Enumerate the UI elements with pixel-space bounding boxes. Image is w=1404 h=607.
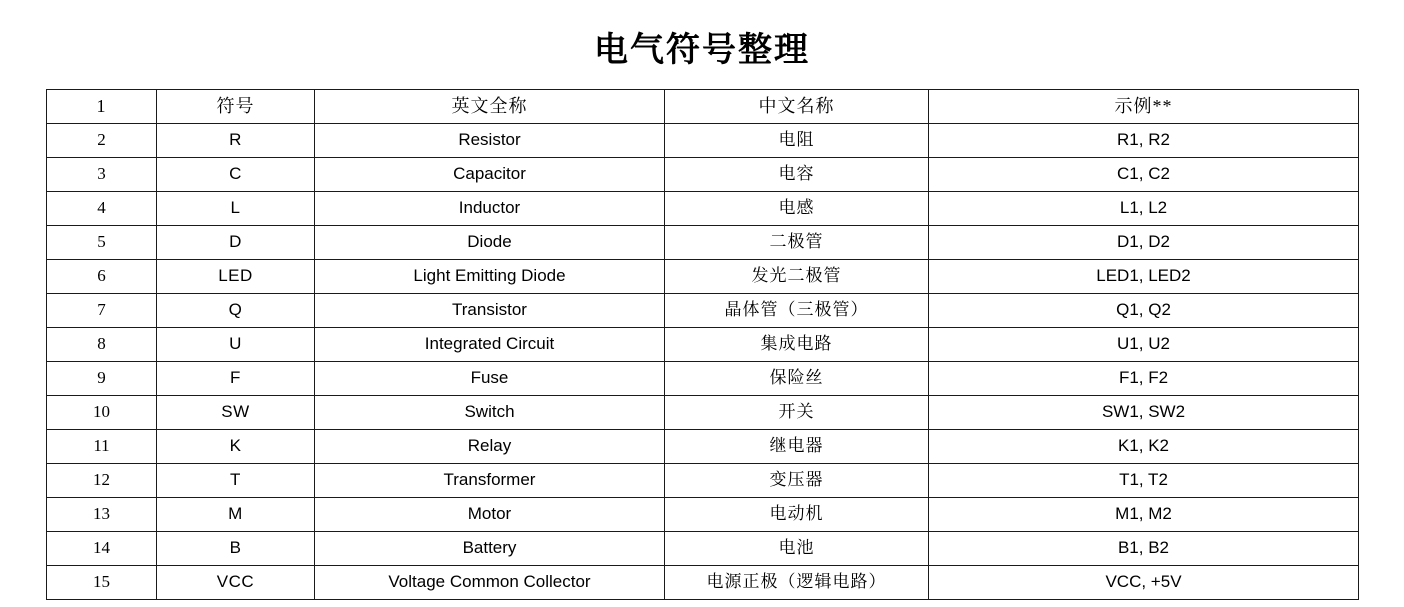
- cell-english: Transistor: [315, 294, 665, 328]
- column-header-symbol: 符号: [157, 90, 315, 124]
- column-header-index: 1: [47, 90, 157, 124]
- cell-symbol: K: [157, 430, 315, 464]
- cell-symbol: F: [157, 362, 315, 396]
- cell-index: 14: [47, 532, 157, 566]
- cell-example: Q1, Q2: [929, 294, 1359, 328]
- cell-example: C1, C2: [929, 158, 1359, 192]
- cell-symbol: D: [157, 226, 315, 260]
- cell-symbol: VCC: [157, 566, 315, 600]
- table-row: [47, 294, 1359, 328]
- cell-chinese: 发光二极管: [665, 260, 929, 294]
- cell-example: M1, M2: [929, 498, 1359, 532]
- cell-chinese: 晶体管（三极管）: [665, 294, 929, 328]
- cell-chinese: 开关: [665, 396, 929, 430]
- cell-index: 11: [47, 430, 157, 464]
- cell-english: Fuse: [315, 362, 665, 396]
- cell-example: K1, K2: [929, 430, 1359, 464]
- cell-index: 5: [47, 226, 157, 260]
- cell-english: Inductor: [315, 192, 665, 226]
- cell-chinese: 电阻: [665, 124, 929, 158]
- cell-symbol: U: [157, 328, 315, 362]
- page-title: 电气符号整理: [594, 32, 810, 69]
- cell-chinese: 变压器: [665, 464, 929, 498]
- table-row: [47, 226, 1359, 260]
- cell-chinese: 电池: [665, 532, 929, 566]
- table-row: [47, 396, 1359, 430]
- table-container: [0, 89, 1404, 600]
- cell-index: 10: [47, 396, 157, 430]
- column-header-chinese: 中文名称: [665, 90, 929, 124]
- cell-english: Diode: [315, 226, 665, 260]
- table-row: [47, 430, 1359, 464]
- cell-example: B1, B2: [929, 532, 1359, 566]
- cell-english: Motor: [315, 498, 665, 532]
- cell-index: 4: [47, 192, 157, 226]
- table-row: [47, 328, 1359, 362]
- cell-index: 7: [47, 294, 157, 328]
- table-row: [47, 192, 1359, 226]
- table-row: [47, 532, 1359, 566]
- cell-english: Light Emitting Diode: [315, 260, 665, 294]
- column-header-example: 示例**: [929, 90, 1359, 124]
- cell-index: 12: [47, 464, 157, 498]
- table-row: [47, 566, 1359, 600]
- cell-symbol: R: [157, 124, 315, 158]
- table-row: [47, 124, 1359, 158]
- cell-example: SW1, SW2: [929, 396, 1359, 430]
- cell-example: LED1, LED2: [929, 260, 1359, 294]
- cell-index: 13: [47, 498, 157, 532]
- cell-chinese: 继电器: [665, 430, 929, 464]
- cell-english: Transformer: [315, 464, 665, 498]
- cell-english: Voltage Common Collector: [315, 566, 665, 600]
- table-row: [47, 464, 1359, 498]
- cell-example: T1, T2: [929, 464, 1359, 498]
- cell-chinese: 保险丝: [665, 362, 929, 396]
- cell-symbol: LED: [157, 260, 315, 294]
- cell-chinese: 电动机: [665, 498, 929, 532]
- cell-example: R1, R2: [929, 124, 1359, 158]
- table-row: [47, 260, 1359, 294]
- cell-chinese: 电源正极（逻辑电路）: [665, 566, 929, 600]
- column-header-english: 英文全称: [315, 90, 665, 124]
- cell-english: Integrated Circuit: [315, 328, 665, 362]
- cell-index: 8: [47, 328, 157, 362]
- cell-symbol: T: [157, 464, 315, 498]
- cell-english: Capacitor: [315, 158, 665, 192]
- cell-symbol: C: [157, 158, 315, 192]
- cell-example: U1, U2: [929, 328, 1359, 362]
- table-row: [47, 158, 1359, 192]
- cell-symbol: M: [157, 498, 315, 532]
- cell-example: D1, D2: [929, 226, 1359, 260]
- cell-symbol: L: [157, 192, 315, 226]
- cell-symbol: SW: [157, 396, 315, 430]
- cell-example: F1, F2: [929, 362, 1359, 396]
- cell-english: Switch: [315, 396, 665, 430]
- cell-example: L1, L2: [929, 192, 1359, 226]
- cell-index: 6: [47, 260, 157, 294]
- table-body: [47, 90, 1359, 600]
- cell-symbol: Q: [157, 294, 315, 328]
- cell-index: 15: [47, 566, 157, 600]
- table-row: [47, 498, 1359, 532]
- cell-chinese: 电容: [665, 158, 929, 192]
- cell-english: Relay: [315, 430, 665, 464]
- cell-chinese: 二极管: [665, 226, 929, 260]
- cell-index: 9: [47, 362, 157, 396]
- cell-english: Battery: [315, 532, 665, 566]
- cell-chinese: 集成电路: [665, 328, 929, 362]
- cell-english: Resistor: [315, 124, 665, 158]
- electrical-symbols-table: [46, 89, 1359, 600]
- table-row: [47, 362, 1359, 396]
- cell-symbol: B: [157, 532, 315, 566]
- cell-index: 2: [47, 124, 157, 158]
- cell-example: VCC, +5V: [929, 566, 1359, 600]
- cell-index: 3: [47, 158, 157, 192]
- cell-chinese: 电感: [665, 192, 929, 226]
- table-header-row: [47, 90, 1359, 124]
